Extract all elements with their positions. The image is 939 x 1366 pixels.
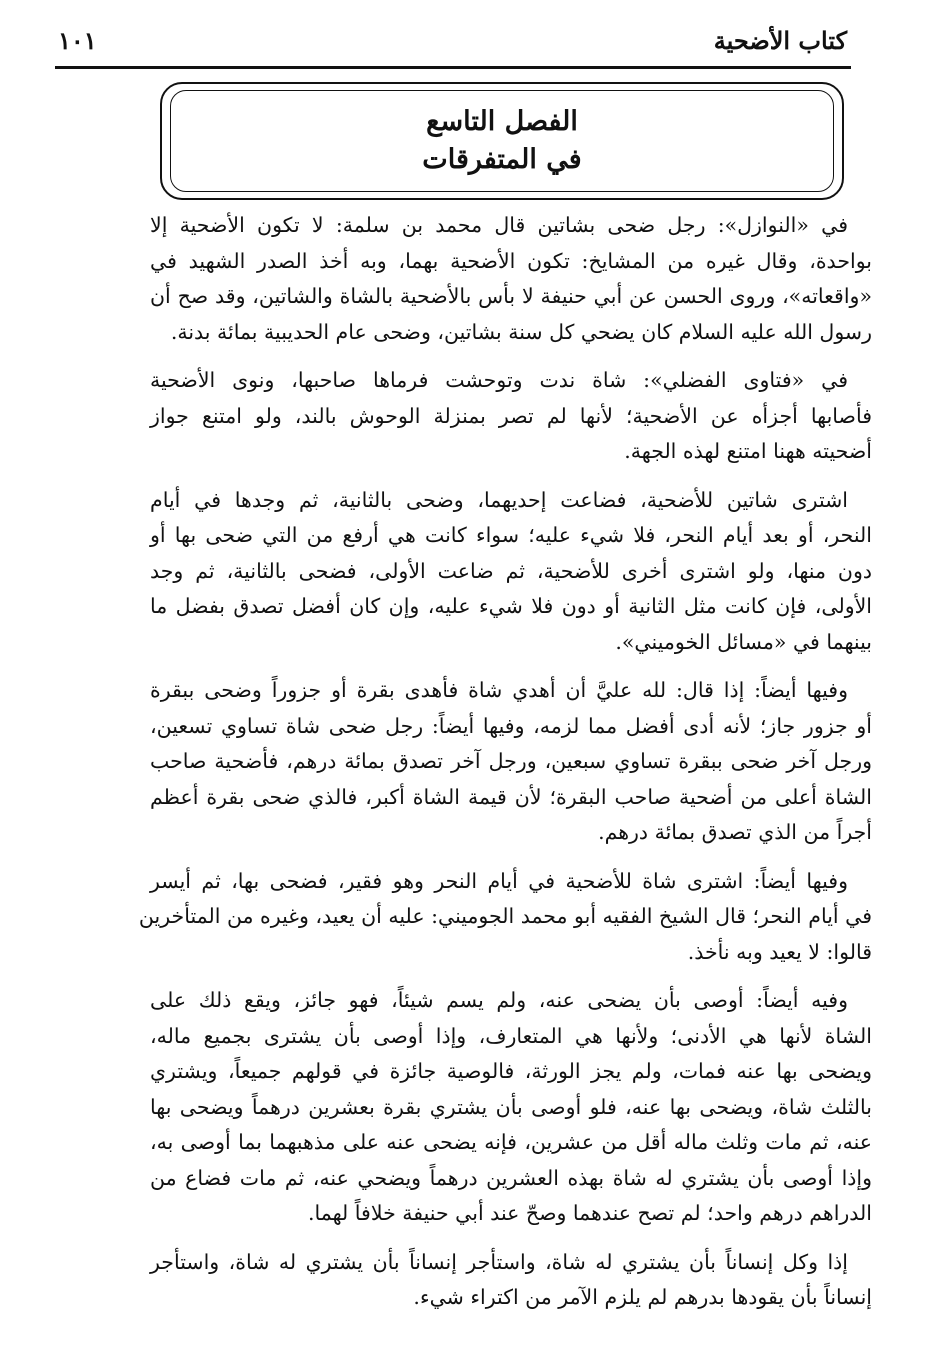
chapter-subtitle: في المتفرقات [422,144,582,175]
text-line: النحر، أو بعد أيام النحر، فلا شيء عليه؛ سواء كانت هي أرفع من التي ضحى بها أو [150,523,872,547]
text-line: بواحدة، وقال غيره من المشايخ: تكون الأضحية بهما، وبه أخذ الصدر الشهيد في [150,248,872,273]
chapter-title-frame [160,82,844,200]
text-line: رسول الله عليه السلام كان يضحي كل سنة بشاتين، وضحى عام الحديبية بمائة بدنة. [170,319,872,344]
paragraph [150,363,872,470]
text-line: قالوا: لا يعيد وبه نأخذ. [687,939,872,964]
text-line: الدراهم درهم واحد؛ لم تصح عندهما وصحّ عند أبي حنيفة خلافاً لهما. [307,1201,872,1225]
text-line: ورجل آخر ضحى ببقرة تساوي سبعين، ورجل آخر تصدق بمائة درهم، فأضحية صاحب [150,749,872,773]
text-line: في «فتاوى الفضلي»: شاة ندت وتوحشت فرماها صاحبها، ونوى الأضحية [150,368,848,392]
text-line: أضحيته ههنا امتنع لهذه الجهة. [624,439,872,463]
text-line: وفيه أيضاً: أوصى بأن يضحى عنه، ولم يسم شيئاً، فهو جائز، ويقع ذلك على [150,988,848,1012]
text-line: إنساناً بأن يقودها بدرهم لم يلزم الآمر من اكتراء شيء. [413,1285,872,1309]
chapter-title-inner-frame [170,90,834,192]
text-line: أجراً من الذي تصدق بمائة درهم. [598,820,872,844]
paragraph [150,208,872,350]
text-line: في «النوازل»: رجل ضحى بشاتين قال محمد بن سلمة: لا تكون الأضحية إلا [150,213,848,237]
paragraph [150,983,872,1232]
text-line: الشاة أعلى من أضحية صاحب البقرة؛ لأن قيمة الشاة أكبر، فالذي ضحى بقرة أعظم [150,784,872,809]
text-line: إذا وكل إنساناً بأن يشتري له شاة، واستأجر إنساناً بأن يشتري له شاة، واستأجر [150,1249,848,1274]
paragraph [150,483,872,661]
text-line: بينهما في «مسائل الخوميني». [615,629,872,654]
text-line: الشاة لأنها هي الأدنى؛ ولأنها هي المتعارف، وإذا أوصى بأن يشترى بجميع ماله، [150,1023,872,1048]
text-line: وفيها أيضاً: إذا قال: لله عليَّ أن أهدي شاة فأهدى بقرة أو جزوراً وضحى ببقرة [150,678,848,702]
paragraph [150,1245,872,1316]
text-line: ويضحى بها عنه فمات، ولم يجز الورثة، فالوصية جائزة في قولهم جميعاً، ويشتري [150,1059,872,1083]
running-header-title: كتاب الأضحية [713,26,847,55]
text-line: دون منها، ولو اشترى أخرى للأضحية، ثم ضاعت الأولى، فضحى بالثانية، ثم وجد [150,558,872,583]
text-line: اشترى شاتين للأضحية، فضاعت إحديهما، وضحى بالثانية، ثم وجدها في أيام [150,487,848,512]
text-line: وإذا أوصى بأن يشتري له شاة بهذه العشرين درهماً ويضحي عنه، ثم مات فضاع من [150,1165,872,1190]
page-number: ١٠١ [58,26,97,55]
text-line: وفيها أيضاً: اشترى شاة للأضحية في أيام النحر وهو فقير، فضحى بها، ثم أيسر [150,868,848,893]
text-line: عنه، ثم مات وثلث ماله أقل من عشرين، فإنه يضحى عنه على مذهبهما بما أوصى به، [150,1130,872,1154]
text-line: الأولى، فإن كانت مثل الثانية أو دون فلا شيء عليه، وإن كان أفضل تصدق بفضل ما [150,594,872,618]
paragraph [138,864,872,971]
chapter-title: الفصل التاسع [426,106,578,137]
header-rule [55,66,851,69]
body-text [138,208,872,1329]
text-line: فأصابها أجزأه عن الأضحية؛ لأنها لم تصر بمنزلة الوحوش بالند، ولو امتنع جواز [150,403,872,428]
text-line: بالثلث شاة، ويضحى بها عنه، فلو أوصى بأن يشتري بقرة بعشرين درهماً ويضحى بها [150,1094,872,1119]
paragraph [150,673,872,851]
text-line: «واقعاته»، وروى الحسن عن أبي حنيفة لا بأس بالأضحية بالشاة والشاتين، وقد صح أن [150,284,872,308]
text-line: أو جزور جاز؛ لأنه أدى أفضل مما لزمه، وفيها أيضاً: رجل ضحى شاة تساوي تسعين، [150,713,872,738]
text-line: في أيام النحر؛ قال الشيخ الفقيه أبو محمد الجوميني: عليه أن يعيد، وغيره من المتأخرين [138,904,872,928]
